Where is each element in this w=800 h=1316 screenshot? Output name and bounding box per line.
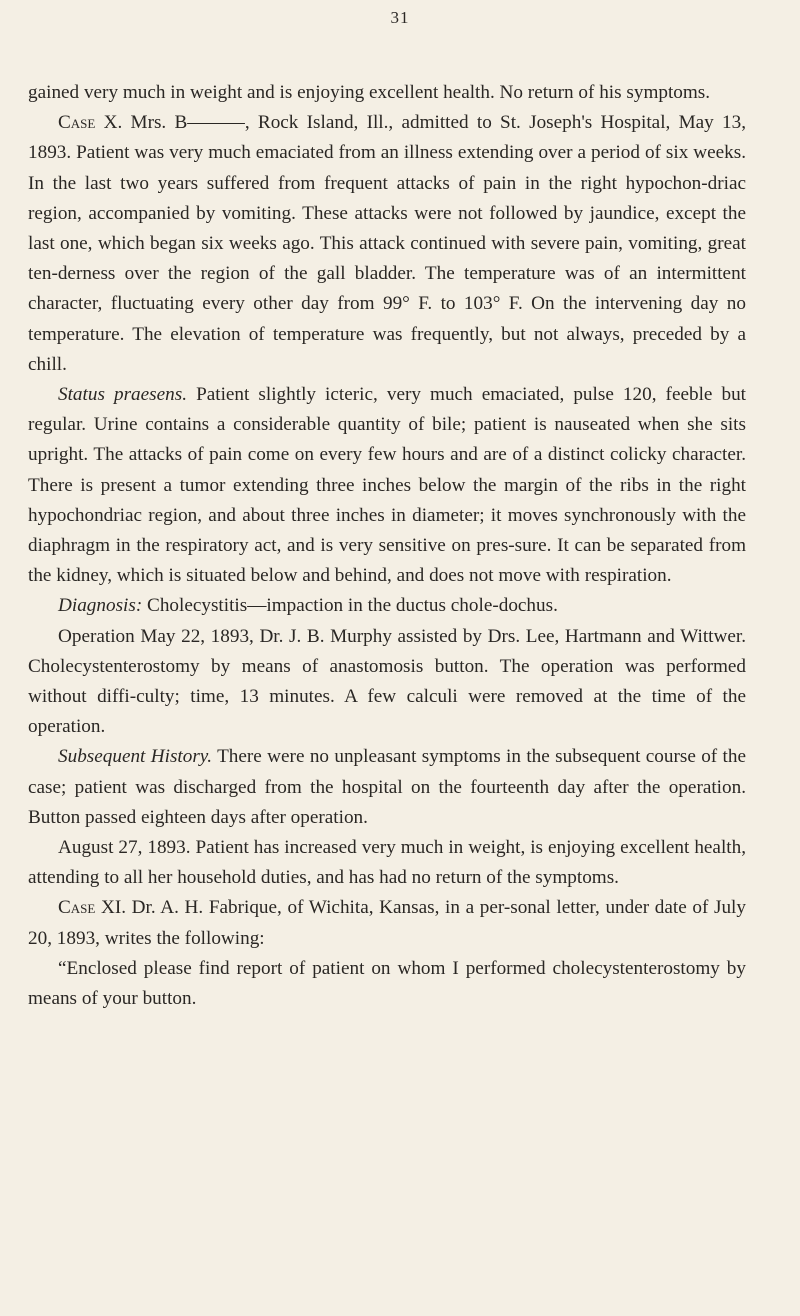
paragraph bbox=[28, 833, 746, 893]
paragraph-text: Mrs. B———, Rock Island, Ill., admitted to St. Joseph's Hospital, May 13, 1893. Patient was very much emaciated from an illness extending over a period of six weeks. In the last two years suffered from frequent attacks of pain in the right hypochon-driac region, accompanied by vomiting. These attacks were not followed by jaundice, except the last one, which began six weeks ago. This attack continued with severe pain, vomiting, great ten-derness over the region of the gall bladder. The temperature was of an intermittent character, fluctuating every other day from 99° F. to 103° F. On the intervening day no temperature. The elevation of temperature was frequently, but not always, preceded by a chill. bbox=[28, 112, 746, 375]
paragraph bbox=[28, 78, 746, 108]
body-text bbox=[28, 78, 746, 1014]
paragraph bbox=[28, 380, 746, 591]
case-heading: Case XI. bbox=[58, 897, 127, 919]
paragraph-text: “Enclosed please find report of patient on whom I performed cholecystenterostomy by means of your button. bbox=[28, 957, 746, 1010]
page-number: 31 bbox=[390, 8, 410, 27]
paragraph-text: Dr. A. H. Fabrique, of Wichita, Kansas, in a per-sonal letter, under date of July 20, 1893, writes the following: bbox=[28, 897, 746, 949]
paragraph bbox=[28, 954, 746, 1014]
section-heading: Subsequent History. bbox=[58, 746, 213, 768]
paragraph-text: Operation May 22, 1893, Dr. J. B. Murphy assisted by Drs. Lee, Hartmann and Wittwer. Cholecystenterostomy by means of anastomosis button. The operation was performed without diffi-culty; time, 13 minutes. A few calculi were removed at the time of the operation. bbox=[28, 625, 746, 738]
paragraph bbox=[28, 742, 746, 833]
paragraph-text: There were no unpleasant symptoms in the subsequent course of the case; patient was discharged from the hospital on the fourteenth day after the operation. Button passed eighteen days after operation. bbox=[28, 746, 746, 828]
section-heading: Diagnosis: bbox=[58, 595, 143, 617]
paragraph-text: August 27, 1893. Patient has increased very much in weight, is enjoying excellent health, attending to all her household duties, and has had no return of the symptoms. bbox=[28, 837, 746, 889]
case-heading: Case X. bbox=[58, 112, 123, 134]
paragraph bbox=[28, 591, 746, 621]
paragraph-text: gained very much in weight and is enjoying excellent health. No return of his symptoms. bbox=[28, 82, 711, 103]
paragraph bbox=[28, 108, 746, 380]
paragraph bbox=[28, 893, 746, 953]
section-heading: Status praesens. bbox=[58, 384, 187, 406]
paragraph-text: Patient slightly icteric, very much emaciated, pulse 120, feeble but regular. Urine contains a considerable quantity of bile; patient is nauseated when she sits upright. The attacks of pain come on every few hours and are of a distinct colicky character. There is present a tumor extending three inches below the margin of the ribs in the right hypochondriac region, and about three inches in diameter; it moves synchronously with the diaphragm in the respiratory act, and is very sensitive on pres-sure. It can be separated from the kidney, which is situated below and behind, and does not move with respiration. bbox=[28, 384, 746, 587]
paragraph-text: Cholecystitis—impaction in the ductus chole-dochus. bbox=[142, 595, 558, 617]
paragraph bbox=[28, 622, 746, 743]
